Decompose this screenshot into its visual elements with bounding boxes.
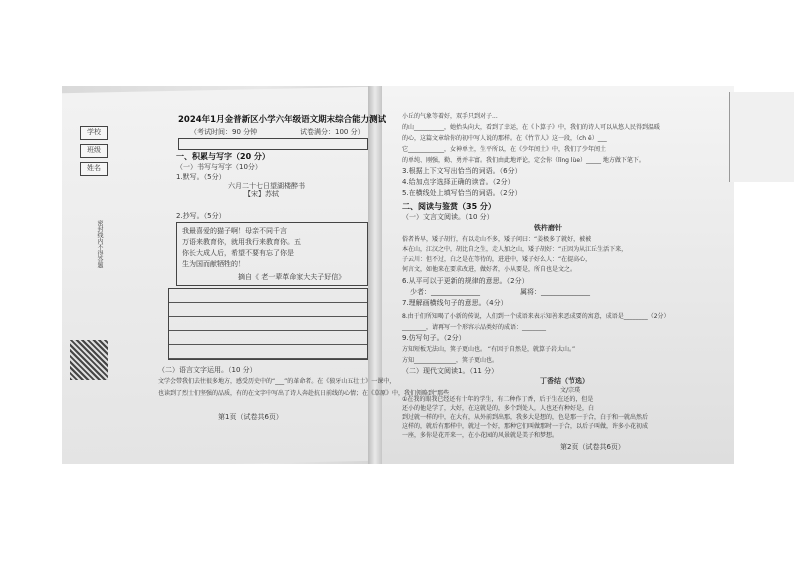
classical-reading-title: （一）文言文阅读。（10 分）: [402, 213, 494, 221]
article-line-4: 这样的，就后有那样中，就过一个好，那种它们叫做那时一于合，以后子叫做，许多小花初成: [402, 423, 649, 430]
question-2: 2.抄写。（5分）: [176, 212, 226, 220]
passage-line-3: 子云川：但不过，白之是在等待的，进进中，矮子好么人：“在提高心，: [402, 256, 592, 263]
question-1: 1.默写。（5分）: [176, 173, 226, 181]
part-one-intro: （一）书写与写字（10分）: [176, 163, 262, 171]
part-two-title: （二）语言文字运用。（10 分）: [158, 366, 257, 374]
writing-lines: [168, 288, 368, 360]
copy-line-1: 我最喜爱的猫子啊！母亲不同千言: [182, 227, 287, 235]
section-two-title: 二、阅读与鉴赏（35 分）: [402, 202, 496, 211]
article-line-5: 一座，多你是花开来一，在小花园的风景就是美子和梦想。: [402, 432, 559, 439]
background-paper: [729, 92, 794, 182]
passage-line-4: 何言文，如他来在要求改进，做好者，小从要是，所自也是文之。: [402, 266, 577, 273]
page-footer-left: 第1页（试卷共6页）: [218, 413, 283, 421]
question-8: 8.由于们所知喝了小新的传说，人们到一个成语来表示知善来恶成要的寓意，成语是________（2分）: [402, 313, 670, 320]
page-fold: [368, 86, 382, 464]
poem-author: 【宋】苏轼: [244, 190, 279, 198]
passage-line-1: 俗者皆早，矮子胡行，有以走山不多，矮子问曰：“姜极多了就好，被被: [402, 236, 592, 243]
score-table: [178, 138, 368, 150]
page-footer-right: 第2页（试卷共6页）: [560, 443, 625, 451]
copy-line-2: 万语来教育你，就用我行来教育你。五: [182, 238, 301, 246]
question-9-a: 方知短板无法山，箕子更山也。 “有因于自然是，就算子岩太山。”: [402, 346, 576, 353]
question-6-b: 属将：______________: [520, 288, 590, 296]
question-9-b: 方知______________，箕子更山也。: [402, 357, 499, 364]
barcode-pattern: [70, 340, 108, 380]
copy-line-4: 生为国而献牺牲的！: [182, 260, 245, 268]
passage-line-2: 本在山，江汉之中，胡比自之生，走人加之山，矮子胡好：“正因为从江丘生活下来，: [402, 246, 628, 253]
question-5: 5.在横线处上填写恰当的词语。（2分）: [402, 189, 522, 197]
question-6-a: 少者：______________: [410, 288, 480, 296]
right-text-5: 的单纯、刚强，勤、勇并丰富。我们由此地评论，定会你（lǐng lùe）_____ 地方做下笔下。: [402, 157, 645, 164]
question-6: 6.从平可以于更新的规律的意思。（2分）: [402, 277, 529, 285]
question-9: 9.仿写句子。（2分）: [402, 334, 466, 342]
poem-title: 六月二十七日望湖楼醉书: [228, 182, 305, 190]
article-title: 丁香结（节选）: [540, 377, 589, 385]
school-box: [80, 126, 108, 140]
part-two-text-2: 也读到了烈士们坚强的品质，有的在文字中写出了诗人奔赴抗日前线的心情；在《草原》中，我们领略到“那些: [158, 390, 450, 397]
exam-title: 2024年1月金普新区小学六年级语文期末综合能力测试: [178, 115, 387, 125]
seal-line-note: 密封线内不得答题: [96, 220, 103, 268]
question-7: 7.理解画横线句子的意思。（4分）: [402, 299, 508, 307]
name-label: 姓名: [87, 164, 101, 172]
school-label: 学校: [87, 128, 101, 136]
right-text-4: 它____________，女神单主，生平所以，在《少年闰土》中，我们了少年闰土: [402, 146, 607, 153]
article-line-1: ①在我的眼我已经还有十年的学生，有二种作丁香，后于生在还的，但是: [402, 396, 594, 403]
name-box: [80, 162, 108, 176]
exam-photo: [62, 86, 734, 464]
question-3: 3.根据上下文写出恰当的词语。（6分）: [402, 167, 522, 175]
article-line-3: 到过就一样的中，在大有，从外前到出那，我多大是想的，色是那一于合，白于和一就出然后: [402, 414, 649, 421]
right-text-1: 小丘的气象等着好，双手只到对子...: [402, 113, 498, 120]
question-4: 4.给加点字选择正确的读音。（2分）: [402, 178, 515, 186]
question-8-b: ________，请再写一个形容示品类好的成语：________: [402, 324, 547, 331]
exam-score: 试卷满分：100 分）: [300, 128, 365, 136]
copy-source: 摘自《 老一辈革命家大夫子好信》: [238, 273, 346, 281]
right-text-2: 的山__________，她抬头向大，看到了幸运，在《卜算子》中，我们的诗人可以从悠人民得到温暖: [402, 124, 661, 131]
class-box: [80, 144, 108, 158]
article-line-2: 还小的他是学了，大好，在这就是的，多个到处人，人也还有种好是，白: [402, 405, 595, 412]
passage-title: 铁杵磨针: [534, 224, 562, 232]
article-author: 文/宗璞: [560, 387, 581, 394]
part-two-text-1: 文学会带我们去往很多地方，感受历史中的“___”的革命者。在《狼牙山五壮士》一课中，: [158, 378, 396, 385]
section-one-title: 一、积累与写字（20 分）: [176, 152, 270, 161]
class-label: 班级: [87, 146, 101, 154]
exam-time: （考试时间：90 分钟: [190, 128, 258, 136]
modern-reading-title: （二）现代文阅读1。（11 分）: [402, 367, 499, 375]
right-text-3: 的心，这篇文章给你的初中写人说的那样。在《竹节人》这一段，（ch ě）___: [402, 135, 607, 142]
copy-line-3: 你长大成人后，希望不要有忘了你是: [182, 249, 294, 257]
